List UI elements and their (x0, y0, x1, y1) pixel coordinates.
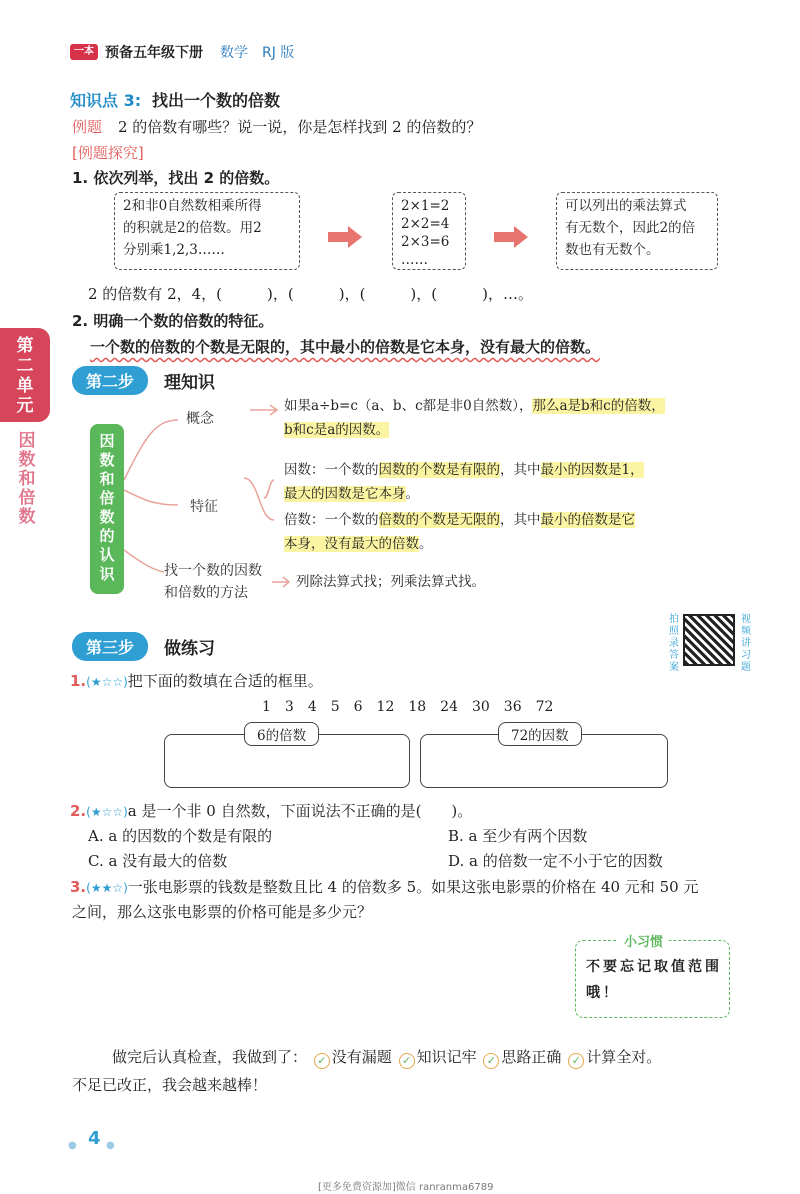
explain-box-2-line: 2×3=6 (401, 234, 450, 250)
question-1-text: 把下面的数填在合适的框里。 (127, 672, 323, 690)
question-2 (70, 800, 472, 821)
check-item: 没有漏题 (331, 1048, 392, 1066)
question-3 (70, 876, 760, 897)
factor-plain: 因数：一个数的 (284, 462, 379, 478)
difficulty-stars: (★☆☆) (86, 675, 128, 689)
brand-logo: 一本 (70, 44, 98, 60)
explain-box-3-line: 有无数个，因此2的倍 (565, 220, 696, 236)
check-item: 知识记牢 (416, 1048, 477, 1066)
multiples-of-6-tag: 6的倍数 (244, 722, 319, 746)
unit-side-subtitle: 因数和倍数 (18, 431, 36, 527)
explain-box-1-line: 2和非0自然数相乘所得 (123, 198, 262, 214)
multiple-end: 。 (419, 536, 433, 552)
arrow-right-icon (328, 226, 362, 248)
concept-highlight-2: b和c是a的因数。 (284, 422, 390, 438)
multiple-plain: 倍数：一个数的 (284, 512, 379, 528)
difficulty-stars: (★★☆) (86, 881, 128, 895)
method-label-line: 和倍数的方法 (164, 585, 248, 601)
knowledge-point-title: 找出一个数的倍数 (152, 91, 281, 110)
mindmap-root (90, 424, 124, 594)
habit-tip-text: 不要忘记取值范围哦！ (586, 959, 722, 1001)
factors-of-72-tag: 72的因数 (498, 722, 582, 746)
method-text: 列除法算式找；列乘法算式找。 (296, 574, 485, 590)
concept-arrow-icon (250, 404, 280, 416)
footer-watermark: [更多免费资源加]微信 ranranma6789 (318, 1182, 494, 1193)
factor-mid: ，其中 (500, 462, 541, 478)
explain-box-2 (392, 192, 466, 270)
explain-box-1 (114, 192, 300, 270)
question-3-number: 3. (70, 878, 87, 896)
example-tag: 例题 (72, 118, 103, 136)
section3-badge: 第三步 (72, 632, 148, 661)
factor-end: 。 (405, 486, 419, 502)
multiple-feature-statement: 一个数的倍数的个数是无限的，其中最小的倍数是它本身，没有最大的倍数。 (90, 338, 601, 356)
option-d[interactable]: D. a 的倍数一定不小于它的因数 (448, 852, 663, 870)
concept-highlight-1: 那么a是b和c的倍数， (532, 398, 665, 414)
multiple-feature-text (284, 508, 744, 556)
step2-title: 2. 明确一个数的倍数的特征。 (72, 312, 274, 330)
multiples-fill-line: 2 的倍数有 2，4，( )，( )，( )，( )，…。 (88, 285, 533, 303)
knowledge-point-label: 知识点 3: (70, 91, 142, 110)
explain-box-2-line: …… (401, 252, 428, 268)
check-icon[interactable]: ✓ (568, 1053, 584, 1069)
factor-highlight-3: 最大的因数是它本身 (284, 486, 406, 502)
question-1 (70, 670, 323, 691)
explain-box-1-line: 的积就是2的倍数。用2 (123, 220, 262, 236)
option-a[interactable]: A. a 的因数的个数是有限的 (88, 827, 273, 845)
qr-code-icon[interactable] (683, 614, 735, 666)
method-arrow-icon (272, 576, 292, 588)
difficulty-stars: (★☆☆) (86, 805, 128, 819)
explain-box-3 (556, 192, 718, 270)
option-c[interactable]: C. a 没有最大的倍数 (88, 852, 228, 870)
section3-title: 做练习 (164, 639, 215, 659)
check-item: 思路正确 (501, 1048, 562, 1066)
multiple-highlight: 倍数的个数是无限的 (378, 512, 500, 528)
self-check-line-2: 不足已改正，我会越来越棒！ (72, 1076, 268, 1094)
check-icon[interactable]: ✓ (314, 1053, 330, 1069)
unit-side-tab-text: 第二单元 (16, 336, 34, 416)
habit-tip-title: 小习惯 (618, 931, 669, 950)
explain-box-3-line: 可以列出的乘法算式 (565, 198, 687, 214)
subject-label: 数学 (220, 45, 248, 61)
page-dot-icon: ● (68, 1140, 77, 1151)
section2-badge: 第二步 (72, 366, 148, 395)
check-icon[interactable]: ✓ (399, 1053, 415, 1069)
method-label-line: 找一个数的因数 (164, 563, 262, 579)
check-item: 计算全对。 (586, 1048, 662, 1066)
arrow-right-icon (494, 226, 528, 248)
concept-label: 概念 (186, 411, 214, 427)
version-label: RJ 版 (262, 45, 295, 61)
concept-text-plain: 如果a÷b=c（a、b、c都是非0自然数）， (284, 398, 533, 414)
concept-text (284, 394, 744, 442)
multiple-highlight-2: 最小的倍数是它 (540, 512, 635, 528)
book-title: 预备五年级下册 (105, 45, 203, 61)
check-icon[interactable]: ✓ (483, 1053, 499, 1069)
factor-highlight-2: 最小的因数是1， (540, 462, 644, 478)
feature-label: 特征 (190, 499, 218, 515)
option-b[interactable]: B. a 至少有两个因数 (448, 827, 588, 845)
explain-box-2-line: 2×2=4 (401, 216, 450, 232)
explain-box-1-line: 分别乘1,2,3…… (123, 242, 225, 258)
explain-box-3-line: 数也有无数个。 (565, 242, 660, 258)
explain-box-2-line: 2×1=2 (401, 198, 450, 214)
question-1-number: 1. (70, 672, 87, 690)
question-2-text: a 是一个非 0 自然数，下面说法不正确的是( )。 (127, 802, 473, 820)
factor-feature-text (284, 458, 744, 506)
self-check-intro: 做完后认真检查，我做到了： (112, 1048, 308, 1066)
page-number: 4 (88, 1128, 101, 1149)
step1-title: 1. 依次列举，找出 2 的倍数。 (72, 169, 280, 187)
qr-left-caption: 拍照录答案 (669, 614, 679, 673)
qr-right-caption: 视频讲习题 (741, 614, 751, 673)
page-dot-icon: ● (106, 1140, 115, 1151)
method-label (164, 560, 262, 604)
question-3-line-2: 之间，那么这张电影票的价格可能是多少元？ (72, 903, 373, 921)
mindmap-root-text: 因数和倍数的认识 (99, 432, 115, 583)
number-list: 1 3 4 5 6 12 18 24 30 36 72 (262, 699, 554, 715)
self-check-line (112, 1046, 661, 1069)
question-2-number: 2. (70, 802, 87, 820)
example-explore-label: [例题探究] (72, 144, 144, 162)
unit-side-tab (0, 328, 50, 422)
section2-title: 理知识 (164, 373, 215, 393)
multiple-mid: ，其中 (500, 512, 541, 528)
multiple-highlight-3: 本身，没有最大的倍数 (284, 536, 419, 552)
question-3-line-1: 一张电影票的钱数是整数且比 4 的倍数多 5。如果这张电影票的价格在 40 元和 50 元 (127, 878, 699, 896)
factor-highlight: 因数的个数是有限的 (378, 462, 500, 478)
example-text: 2 的倍数有哪些？说一说，你是怎样找到 2 的倍数的？ (118, 118, 482, 136)
